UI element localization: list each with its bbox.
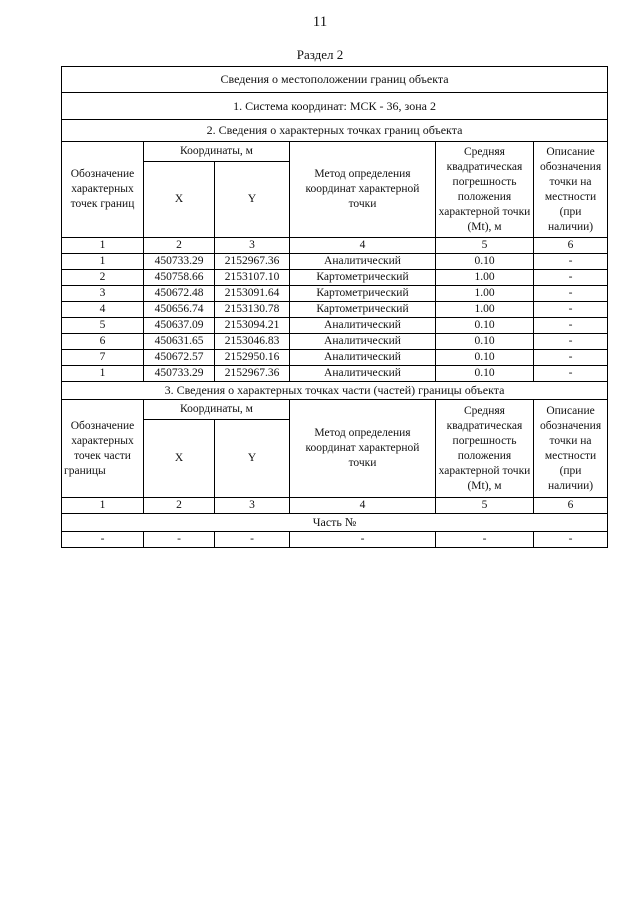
table-row	[62, 302, 608, 318]
header-description: Описание обозначения точки на местности (при наличии)	[534, 142, 608, 238]
header-coordinates: Координаты, м	[144, 142, 290, 162]
table-cell: Картометрический	[290, 286, 436, 302]
table-cell: Аналитический	[290, 318, 436, 334]
table-cell: Картометрический	[290, 270, 436, 286]
table-cell: 2153091.64	[215, 286, 290, 302]
table-cell: 2152950.16	[215, 350, 290, 366]
table-cell: 450733.29	[144, 254, 215, 270]
table-cell: 1.00	[436, 302, 534, 318]
table-cell: 2152967.36	[215, 366, 290, 382]
column-number: 3	[215, 498, 290, 514]
part-header-coordinates: Координаты, м	[144, 400, 290, 420]
part-header-description: Описание обозначения точки на местности (при наличии)	[534, 400, 608, 498]
boundary-table	[61, 66, 608, 548]
table-cell: 4	[62, 302, 144, 318]
table-cell: 2153130.78	[215, 302, 290, 318]
table-cell: 450656.74	[144, 302, 215, 318]
column-number: 4	[290, 238, 436, 254]
table-cell: -	[215, 532, 290, 548]
table-cell: 0.10	[436, 366, 534, 382]
part-header-designation: Обозначение характерных точек части границы	[62, 400, 144, 498]
section-label: Раздел 2	[296, 47, 344, 62]
table-cell: -	[290, 532, 436, 548]
column-number: 5	[436, 238, 534, 254]
table-cell: -	[534, 270, 608, 286]
column-number: 2	[144, 498, 215, 514]
table-cell: 0.10	[436, 350, 534, 366]
page-number: 11	[312, 14, 328, 30]
table-cell: -	[62, 532, 144, 548]
header-x: X	[144, 162, 215, 238]
table-cell: 0.10	[436, 254, 534, 270]
table-cell: 450631.65	[144, 334, 215, 350]
table-row	[62, 532, 608, 548]
column-number: 3	[215, 238, 290, 254]
table-cell: 450637.09	[144, 318, 215, 334]
column-number: 2	[144, 238, 215, 254]
table-cell: 450733.29	[144, 366, 215, 382]
table-cell: 0.10	[436, 334, 534, 350]
table-cell: 0.10	[436, 318, 534, 334]
table-cell: 1	[62, 254, 144, 270]
table-cell: 2152967.36	[215, 254, 290, 270]
table-cell: 450672.48	[144, 286, 215, 302]
table-cell: -	[436, 532, 534, 548]
header-y: Y	[215, 162, 290, 238]
column-number: 4	[290, 498, 436, 514]
table-title: Сведения о местоположении границ объекта	[62, 67, 608, 93]
column-number: 1	[62, 498, 144, 514]
table-cell: -	[534, 350, 608, 366]
table-cell: -	[534, 334, 608, 350]
table-cell: 2153107.10	[215, 270, 290, 286]
boundary-points-title: 2. Сведения о характерных точках границ объекта	[62, 120, 608, 142]
table-cell: -	[534, 366, 608, 382]
table-cell: Картометрический	[290, 302, 436, 318]
table-row	[62, 254, 608, 270]
table-cell: 3	[62, 286, 144, 302]
table-row	[62, 318, 608, 334]
table-cell: 450758.66	[144, 270, 215, 286]
table-cell: -	[144, 532, 215, 548]
header-method: Метод определения координат характерной точки	[290, 142, 436, 238]
part-header-y: Y	[215, 420, 290, 498]
column-number: 6	[534, 238, 608, 254]
table-cell: Аналитический	[290, 366, 436, 382]
table-cell: -	[534, 532, 608, 548]
part-header-method: Метод определения координат характерной точки	[290, 400, 436, 498]
part-header-accuracy: Средняя квадратическая погрешность положения характерной точки (Mt), м	[436, 400, 534, 498]
coordinate-system: 1. Система координат: МСК - 36, зона 2	[62, 93, 608, 120]
table-row	[62, 286, 608, 302]
part-label: Часть №	[62, 514, 608, 532]
table-row	[62, 350, 608, 366]
table-cell: 2153046.83	[215, 334, 290, 350]
column-number-row	[62, 238, 608, 254]
table-row	[62, 334, 608, 350]
table-row	[62, 270, 608, 286]
table-cell: 1.00	[436, 270, 534, 286]
table-row	[62, 366, 608, 382]
table-cell: 450672.57	[144, 350, 215, 366]
table-cell: 2153094.21	[215, 318, 290, 334]
column-number: 1	[62, 238, 144, 254]
table-cell: Аналитический	[290, 254, 436, 270]
table-cell: 2	[62, 270, 144, 286]
table-cell: Аналитический	[290, 334, 436, 350]
column-number: 5	[436, 498, 534, 514]
table-cell: 5	[62, 318, 144, 334]
part-points-title: 3. Сведения о характерных точках части (частей) границы объекта	[62, 382, 608, 400]
table-cell: -	[534, 286, 608, 302]
part-header-x: X	[144, 420, 215, 498]
table-cell: -	[534, 302, 608, 318]
table-cell: -	[534, 318, 608, 334]
table-cell: 1.00	[436, 286, 534, 302]
table-cell: 6	[62, 334, 144, 350]
table-cell: 1	[62, 366, 144, 382]
header-designation: Обозначение характерных точек границ	[62, 142, 144, 238]
table-cell: Аналитический	[290, 350, 436, 366]
part-column-number-row	[62, 498, 608, 514]
table-cell: -	[534, 254, 608, 270]
table-cell: 7	[62, 350, 144, 366]
header-accuracy: Средняя квадратическая погрешность положения характерной точки (Mt), м	[436, 142, 534, 238]
column-number: 6	[534, 498, 608, 514]
